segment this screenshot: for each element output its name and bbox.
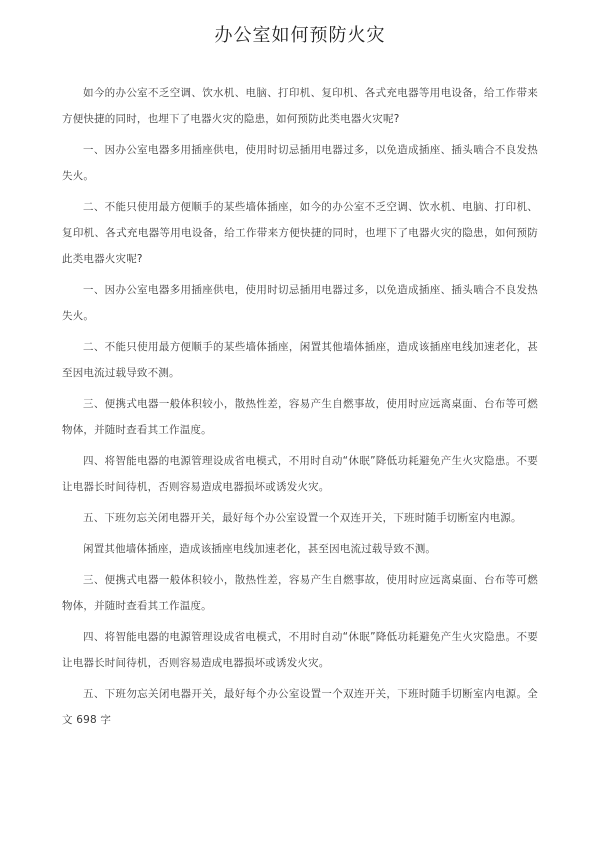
paragraph-6: 四、将智能电器的电源管理设成省电模式，不用时自动“休眠”降低功耗避免产生火灾隐患。不要让电器长时间待机，否则容易造成电器损坏或诱发火灾。: [62, 455, 538, 493]
paragraph-9: 三、便携式电器一般体积较小，散热性差，容易产生自燃事故，使用时应远离桌面、台布等可燃物体，并随时查看其工作温度。: [62, 574, 538, 612]
paragraph-1: 一、因办公室电器多用插座供电，使用时切忌插用电器过多，以免造成插座、插头啮合不良发热失火。: [62, 144, 538, 182]
paragraph-4: 二、不能只使用最方便顺手的某些墙体插座，闲置其他墙体插座，造成该插座电线加速老化，甚至因电流过载导致不测。: [62, 341, 538, 379]
paragraph-7: 五、下班勿忘关闭电器开关，最好每个办公室设置一个双连开关，下班时随手切断室内电源。: [83, 512, 522, 524]
paragraph-10: 四、将智能电器的电源管理设成省电模式，不用时自动“休眠”降低功耗避免产生火灾隐患。不要让电器长时间待机，否则容易造成电器损坏或诱发火灾。: [62, 631, 538, 669]
paragraph-5: 三、便携式电器一般体积较小，散热性差，容易产生自燃事故，使用时应远离桌面、台布等可燃物体，并随时查看其工作温度。: [62, 398, 538, 436]
paragraph-3: 一、因办公室电器多用插座供电，使用时切忌插用电器过多，以免造成插座、插头啮合不良发热失火。: [62, 284, 538, 322]
paragraph-11: 五、下班勿忘关闭电器开关，最好每个办公室设置一个双连开关，下班时随手切断室内电源。全文 698 字: [62, 688, 538, 726]
paragraph-intro: 如今的办公室不乏空调、饮水机、电脑、打印机、复印机、各式充电器等用电设备，给工作带来方便快捷的同时，也埋下了电器火灾的隐患，如何预防此类电器火灾呢?: [62, 87, 538, 125]
paragraph-8: 闲置其他墙体插座，造成该插座电线加速老化，甚至因电流过载导致不测。: [83, 543, 437, 555]
page-title: 办公室如何预防火灾: [214, 25, 386, 46]
paragraph-2: 二、不能只使用最方便顺手的某些墙体插座，如今的办公室不乏空调、饮水机、电脑、打印机、复印机、各式充电器等用电设备，给工作带来方便快捷的同时，也埋下了电器火灾的隐患，如何预防此类电器火灾呢?: [62, 201, 538, 265]
